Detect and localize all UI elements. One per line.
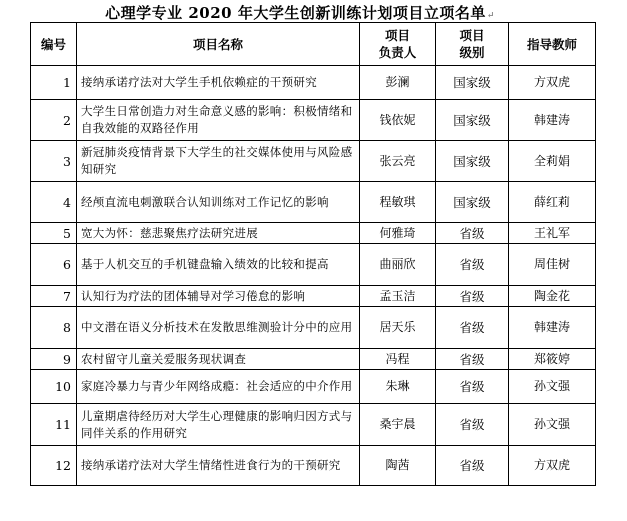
cell-level-text: 国家级 [453,153,491,169]
table-header-row [31,23,596,66]
cell-leader-text: 居天乐 [379,320,416,334]
cell-level [436,286,509,307]
cell-no [31,446,77,486]
cell-teacher-text: 郑筱婷 [533,351,570,366]
paragraph-mark-icon: ↵ [486,11,495,21]
cell-project-name-text: 农村留守儿童关爱服务现状调查 [81,351,247,366]
cell-teacher [509,404,596,446]
cell-teacher [509,349,596,370]
cell-level-text: 省级 [459,379,485,394]
cell-project-name-text: 大学生日常创造力对生命意义感的影响：积极情绪和自我效能的双路径作用 [81,104,353,135]
cell-level [436,446,509,486]
cell-level-text: 国家级 [453,75,491,90]
cell-project-name-text: 家庭冷暴力与青少年网络成瘾：社会适应的中介作用 [81,379,353,393]
cell-teacher [509,66,596,100]
table-row [31,446,596,486]
cell-no-text: 3 [63,153,71,169]
cell-project-name [77,307,360,349]
cell-project-name-text: 经颅直流电刺激联合认知训练对工作记忆的影响 [81,194,329,209]
cell-project-name-text: 认知行为疗法的团体辅导对学习倦怠的影响 [81,288,306,303]
cell-teacher-text: 孙文强 [533,417,570,431]
cell-teacher [509,286,596,307]
cell-no [31,349,77,370]
cell-no [31,182,77,223]
cell-no [31,66,77,100]
cell-project-name-text: 中文潜在语义分析技术在发散思维测验计分中的应用 [81,320,353,334]
cell-teacher-text: 韩建涛 [533,320,570,334]
cell-leader-text: 曲丽欣 [379,257,416,271]
cell-project-name [77,286,360,307]
cell-leader [360,349,436,370]
cell-project-name-text: 接纳承诺疗法对大学生情绪性进食行为的干预研究 [81,458,341,472]
table-row [31,370,596,404]
cell-level [436,66,509,100]
cell-level-text: 省级 [459,417,485,432]
cell-no [31,307,77,349]
cell-teacher-text: 韩建涛 [533,112,570,127]
table-row [31,141,596,182]
cell-project-name [77,141,360,182]
table-row [31,100,596,141]
cell-no-text: 4 [63,194,71,210]
cell-level [436,141,509,182]
cell-project-name [77,66,360,100]
cell-no [31,141,77,182]
cell-level [436,244,509,286]
table-row [31,66,596,100]
cell-teacher-text: 薛红莉 [533,194,570,209]
header-no: 编号 [31,23,77,66]
cell-leader-text: 陶茜 [385,458,410,472]
header-name: 项目名称 [77,23,360,66]
table-row [31,244,596,286]
cell-project-name [77,370,360,404]
cell-teacher [509,141,596,182]
cell-no-text: 12 [55,458,71,473]
cell-leader-text: 朱琳 [385,379,410,393]
cell-level [436,307,509,349]
table-body [31,66,596,486]
cell-leader [360,223,436,244]
cell-leader-text: 钱依妮 [379,112,416,127]
cell-no-text: 1 [63,75,71,90]
cell-leader [360,446,436,486]
cell-no-text: 8 [63,320,71,335]
cell-project-name-text: 儿童期虐待经历对大学生心理健康的影响归因方式与同伴关系的作用研究 [81,408,353,440]
cell-level-text: 省级 [459,288,485,304]
cell-no [31,404,77,446]
cell-no-text: 11 [55,417,71,432]
cell-no-text: 9 [63,351,71,367]
cell-project-name [77,223,360,244]
cell-project-name [77,446,360,486]
cell-level-text: 国家级 [453,194,491,210]
project-table [30,22,596,486]
cell-leader [360,286,436,307]
cell-level-text: 省级 [459,257,485,272]
cell-project-name-text: 宽大为怀：慈悲聚焦疗法研究进展 [81,225,258,240]
cell-teacher [509,223,596,244]
cell-teacher [509,307,596,349]
cell-project-name [77,182,360,223]
cell-leader-text: 何雅琦 [379,225,416,240]
cell-leader-text: 桑宇晨 [379,417,416,431]
cell-no-text: 5 [63,225,71,241]
cell-level-text: 省级 [459,320,485,335]
cell-level [436,182,509,223]
cell-teacher-text: 方双虎 [533,458,570,472]
cell-no [31,244,77,286]
table-row [31,286,596,307]
cell-leader-text: 张云亮 [379,153,416,168]
cell-no [31,286,77,307]
cell-leader [360,244,436,286]
cell-teacher-text: 孙文强 [533,379,570,393]
cell-leader-text: 孟玉洁 [379,288,416,303]
cell-teacher [509,446,596,486]
cell-teacher-text: 方双虎 [533,75,570,89]
cell-level [436,223,509,244]
cell-no-text: 2 [63,112,71,128]
cell-no-text: 10 [55,379,71,394]
cell-project-name-text: 基于人机交互的手机键盘输入绩效的比较和提高 [81,257,329,271]
cell-leader-text: 冯程 [385,351,410,366]
cell-project-name [77,404,360,446]
header-level: 项目 级别 [436,23,509,66]
cell-teacher [509,370,596,404]
cell-level [436,100,509,141]
cell-no [31,223,77,244]
cell-leader [360,182,436,223]
cell-level-text: 国家级 [453,112,491,128]
table-row [31,223,596,244]
cell-teacher [509,244,596,286]
cell-project-name [77,100,360,141]
table-row [31,307,596,349]
cell-teacher-text: 王礼军 [533,225,570,240]
cell-leader-text: 彭澜 [385,75,410,89]
cell-leader [360,370,436,404]
cell-leader [360,404,436,446]
cell-leader [360,307,436,349]
header-teacher: 指导教师 [509,23,596,66]
cell-level [436,370,509,404]
table-row [31,182,596,223]
table-row [31,404,596,446]
cell-project-name-text: 新冠肺炎疫情背景下大学生的社交媒体使用与风险感知研究 [81,145,353,176]
cell-level-text: 省级 [459,225,485,241]
cell-no [31,100,77,141]
cell-level-text: 省级 [459,458,485,473]
cell-leader [360,100,436,141]
cell-leader-text: 程敏琪 [379,194,416,209]
cell-teacher-text: 陶金花 [533,288,570,303]
cell-project-name-text: 接纳承诺疗法对大学生手机依赖症的干预研究 [81,75,317,89]
header-leader: 项目 负责人 [360,23,436,66]
cell-teacher-text: 全莉娟 [533,153,570,168]
cell-level [436,349,509,370]
cell-teacher [509,100,596,141]
cell-teacher [509,182,596,223]
cell-no [31,370,77,404]
cell-no-text: 7 [63,288,71,304]
cell-no-text: 6 [63,257,71,272]
cell-teacher-text: 周佳树 [533,257,570,271]
cell-level-text: 省级 [459,351,485,367]
page-title [0,2,600,23]
cell-project-name [77,244,360,286]
table-row [31,349,596,370]
cell-leader [360,66,436,100]
cell-level [436,404,509,446]
cell-project-name [77,349,360,370]
page-title-text: 心理学专业 2020 年大学生创新训练计划项目立项名单 [105,4,486,22]
cell-leader [360,141,436,182]
